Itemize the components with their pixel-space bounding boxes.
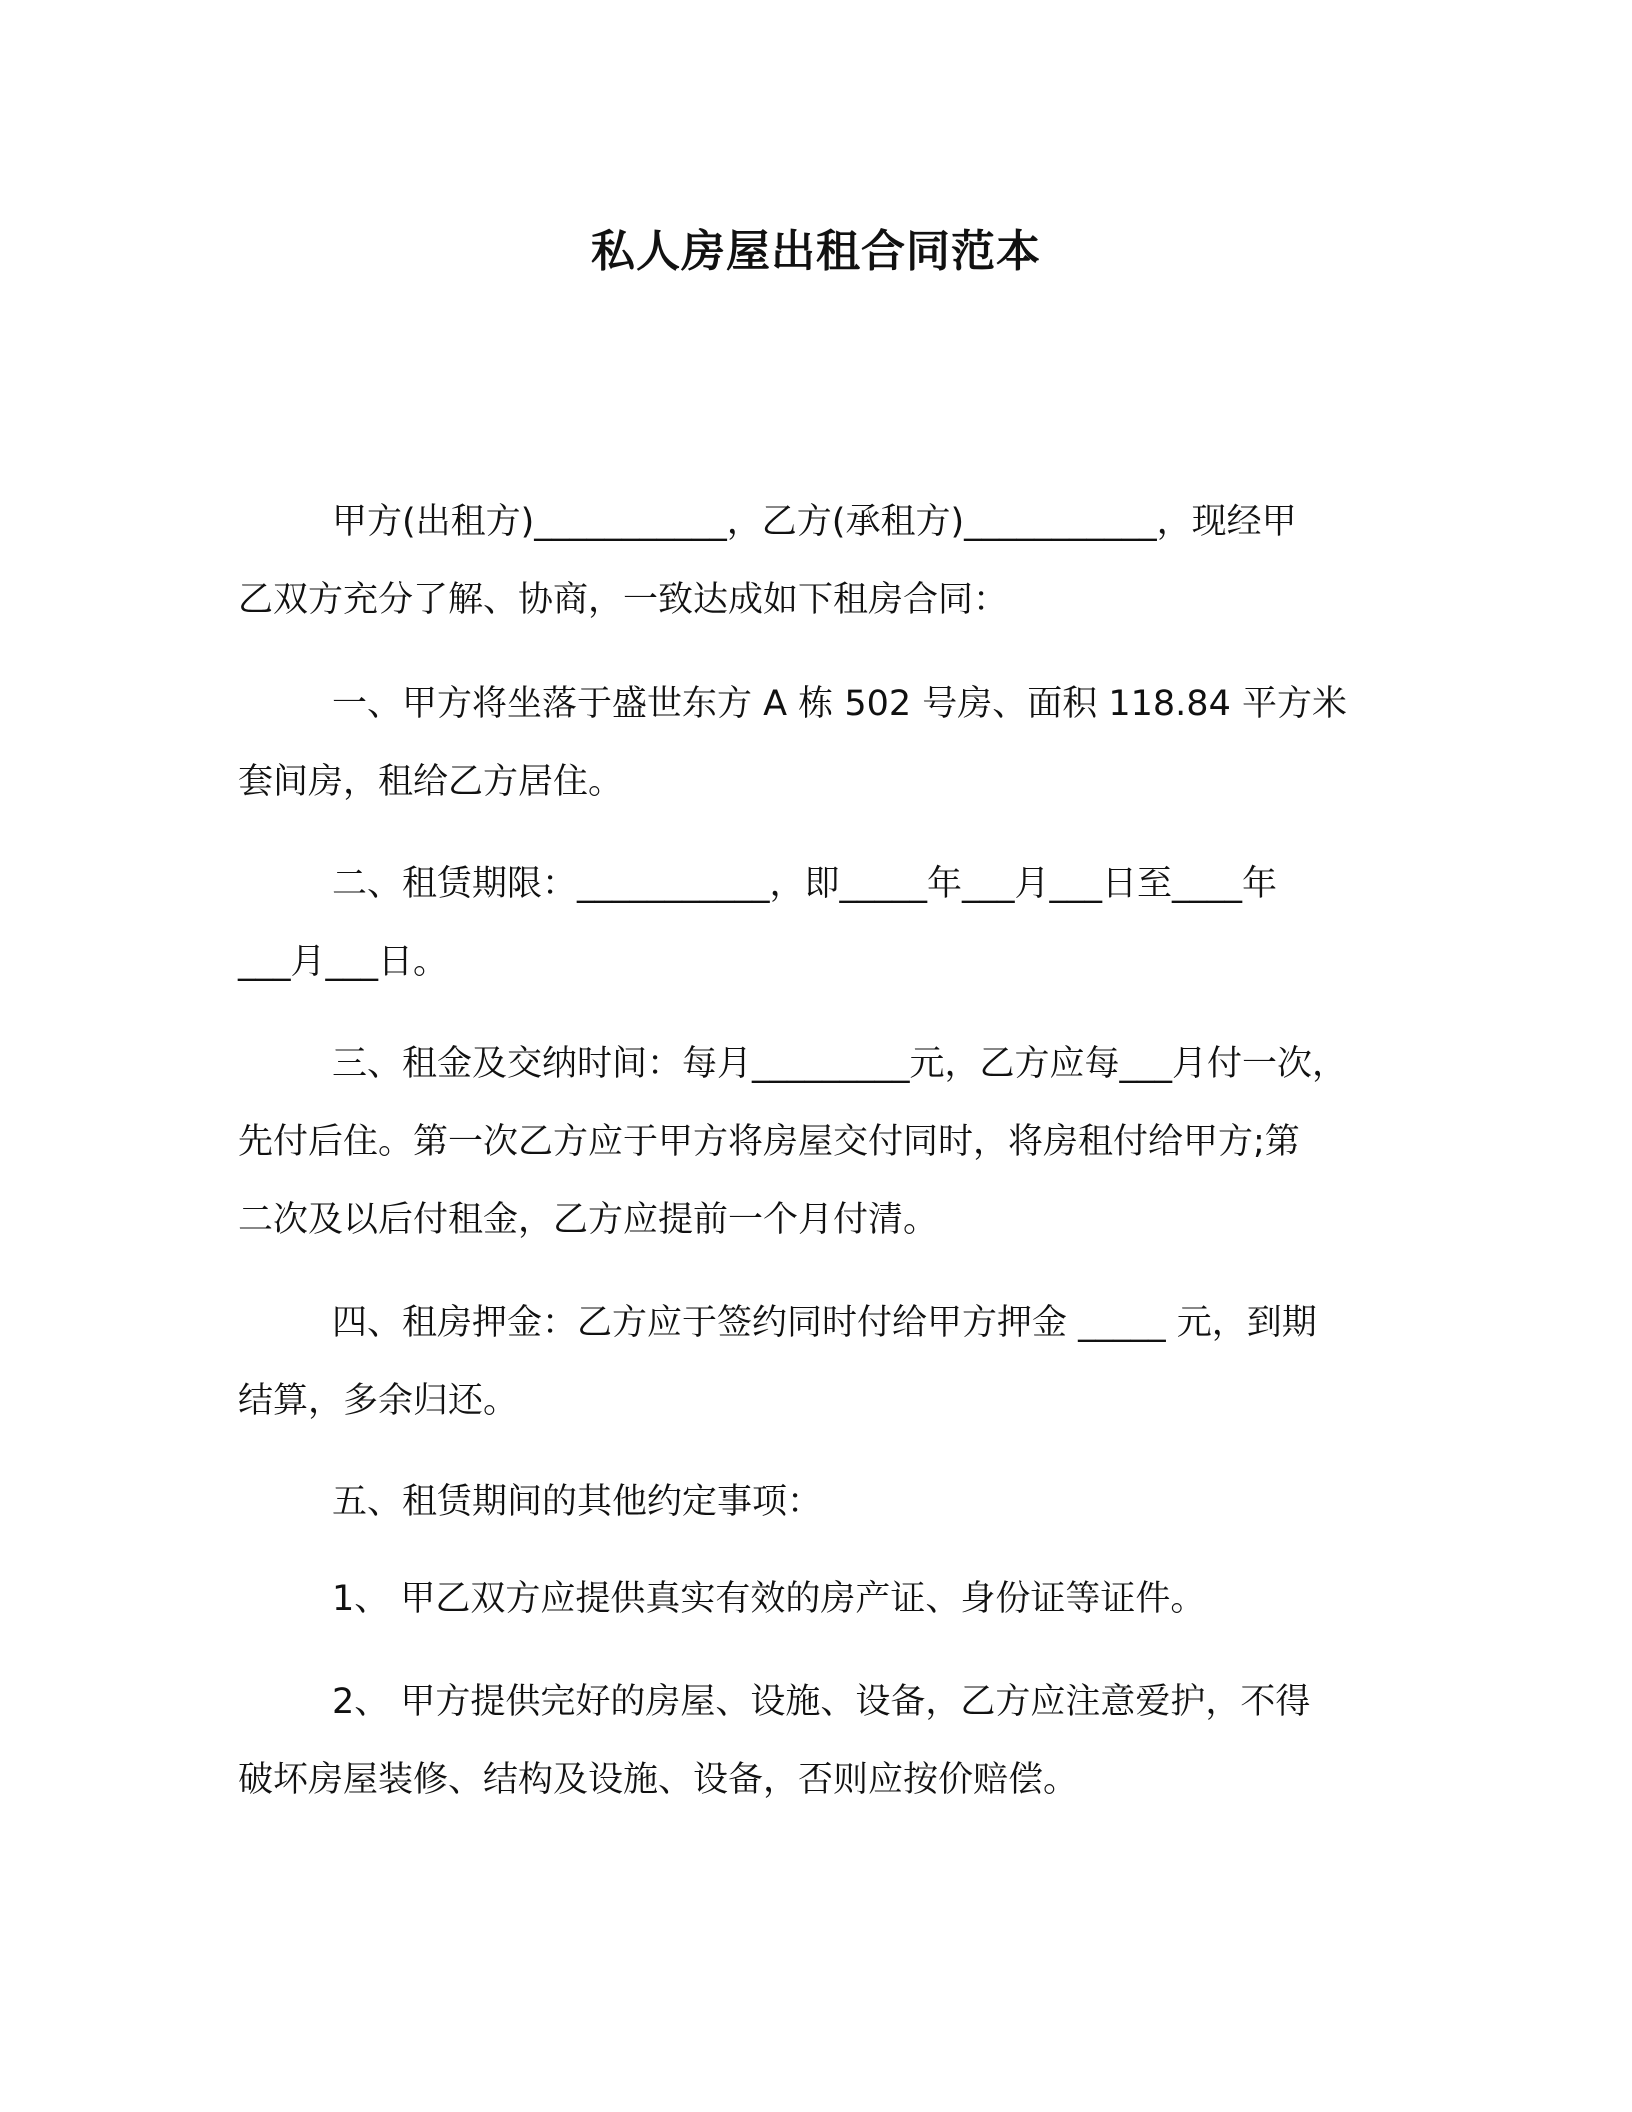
paragraph-clause-1 bbox=[238, 665, 1438, 821]
paragraph-line: 四、租房押金：乙方应于签约同时付给甲方押金 _____ 元，到期 bbox=[332, 1303, 1317, 1343]
paragraph-item-1 bbox=[238, 1560, 1438, 1638]
paragraph-line: 甲方(出租方)___________，乙方(承租方)___________，现经甲 bbox=[332, 502, 1297, 542]
paragraph-line: 结算，多余归还。 bbox=[238, 1381, 519, 1421]
document-title: 私人房屋出租合同范本 bbox=[591, 226, 1041, 277]
paragraph-line: 三、租金及交纳时间：每月_________元，乙方应每___月付一次， bbox=[332, 1044, 1348, 1084]
paragraph-line: 二次及以后付租金，乙方应提前一个月付清。 bbox=[238, 1200, 939, 1240]
paragraph-line: 2、 甲方提供完好的房屋、设施、设备，乙方应注意爱护，不得 bbox=[332, 1682, 1311, 1722]
paragraph-line: 先付后住。第一次乙方应于甲方将房屋交付同时，将房租付给甲方;第 bbox=[238, 1122, 1300, 1162]
paragraph-line: 五、租赁期间的其他约定事项： bbox=[332, 1482, 823, 1522]
paragraph-line: 一、甲方将坐落于盛世东方 A 栋 502 号房、面积 118.84 平方米 bbox=[332, 684, 1347, 724]
paragraph-line: ___月___日。 bbox=[238, 942, 449, 982]
paragraph-clause-4 bbox=[238, 1284, 1438, 1440]
paragraph-clause-5 bbox=[238, 1463, 1438, 1541]
paragraph-parties bbox=[238, 483, 1438, 639]
paragraph-line: 二、租赁期限：___________，即_____年___月___日至____年 bbox=[332, 864, 1278, 904]
paragraph-line: 1、 甲乙双方应提供真实有效的房产证、身份证等证件。 bbox=[332, 1579, 1206, 1619]
paragraph-clause-3 bbox=[238, 1025, 1438, 1259]
paragraph-line: 破坏房屋装修、结构及设施、设备，否则应按价赔偿。 bbox=[238, 1760, 1079, 1800]
paragraph-clause-2 bbox=[238, 845, 1438, 1001]
paragraph-item-2 bbox=[238, 1663, 1438, 1819]
paragraph-line: 乙双方充分了解、协商，一致达成如下租房合同： bbox=[238, 580, 1009, 620]
paragraph-line: 套间房，租给乙方居住。 bbox=[238, 762, 624, 802]
